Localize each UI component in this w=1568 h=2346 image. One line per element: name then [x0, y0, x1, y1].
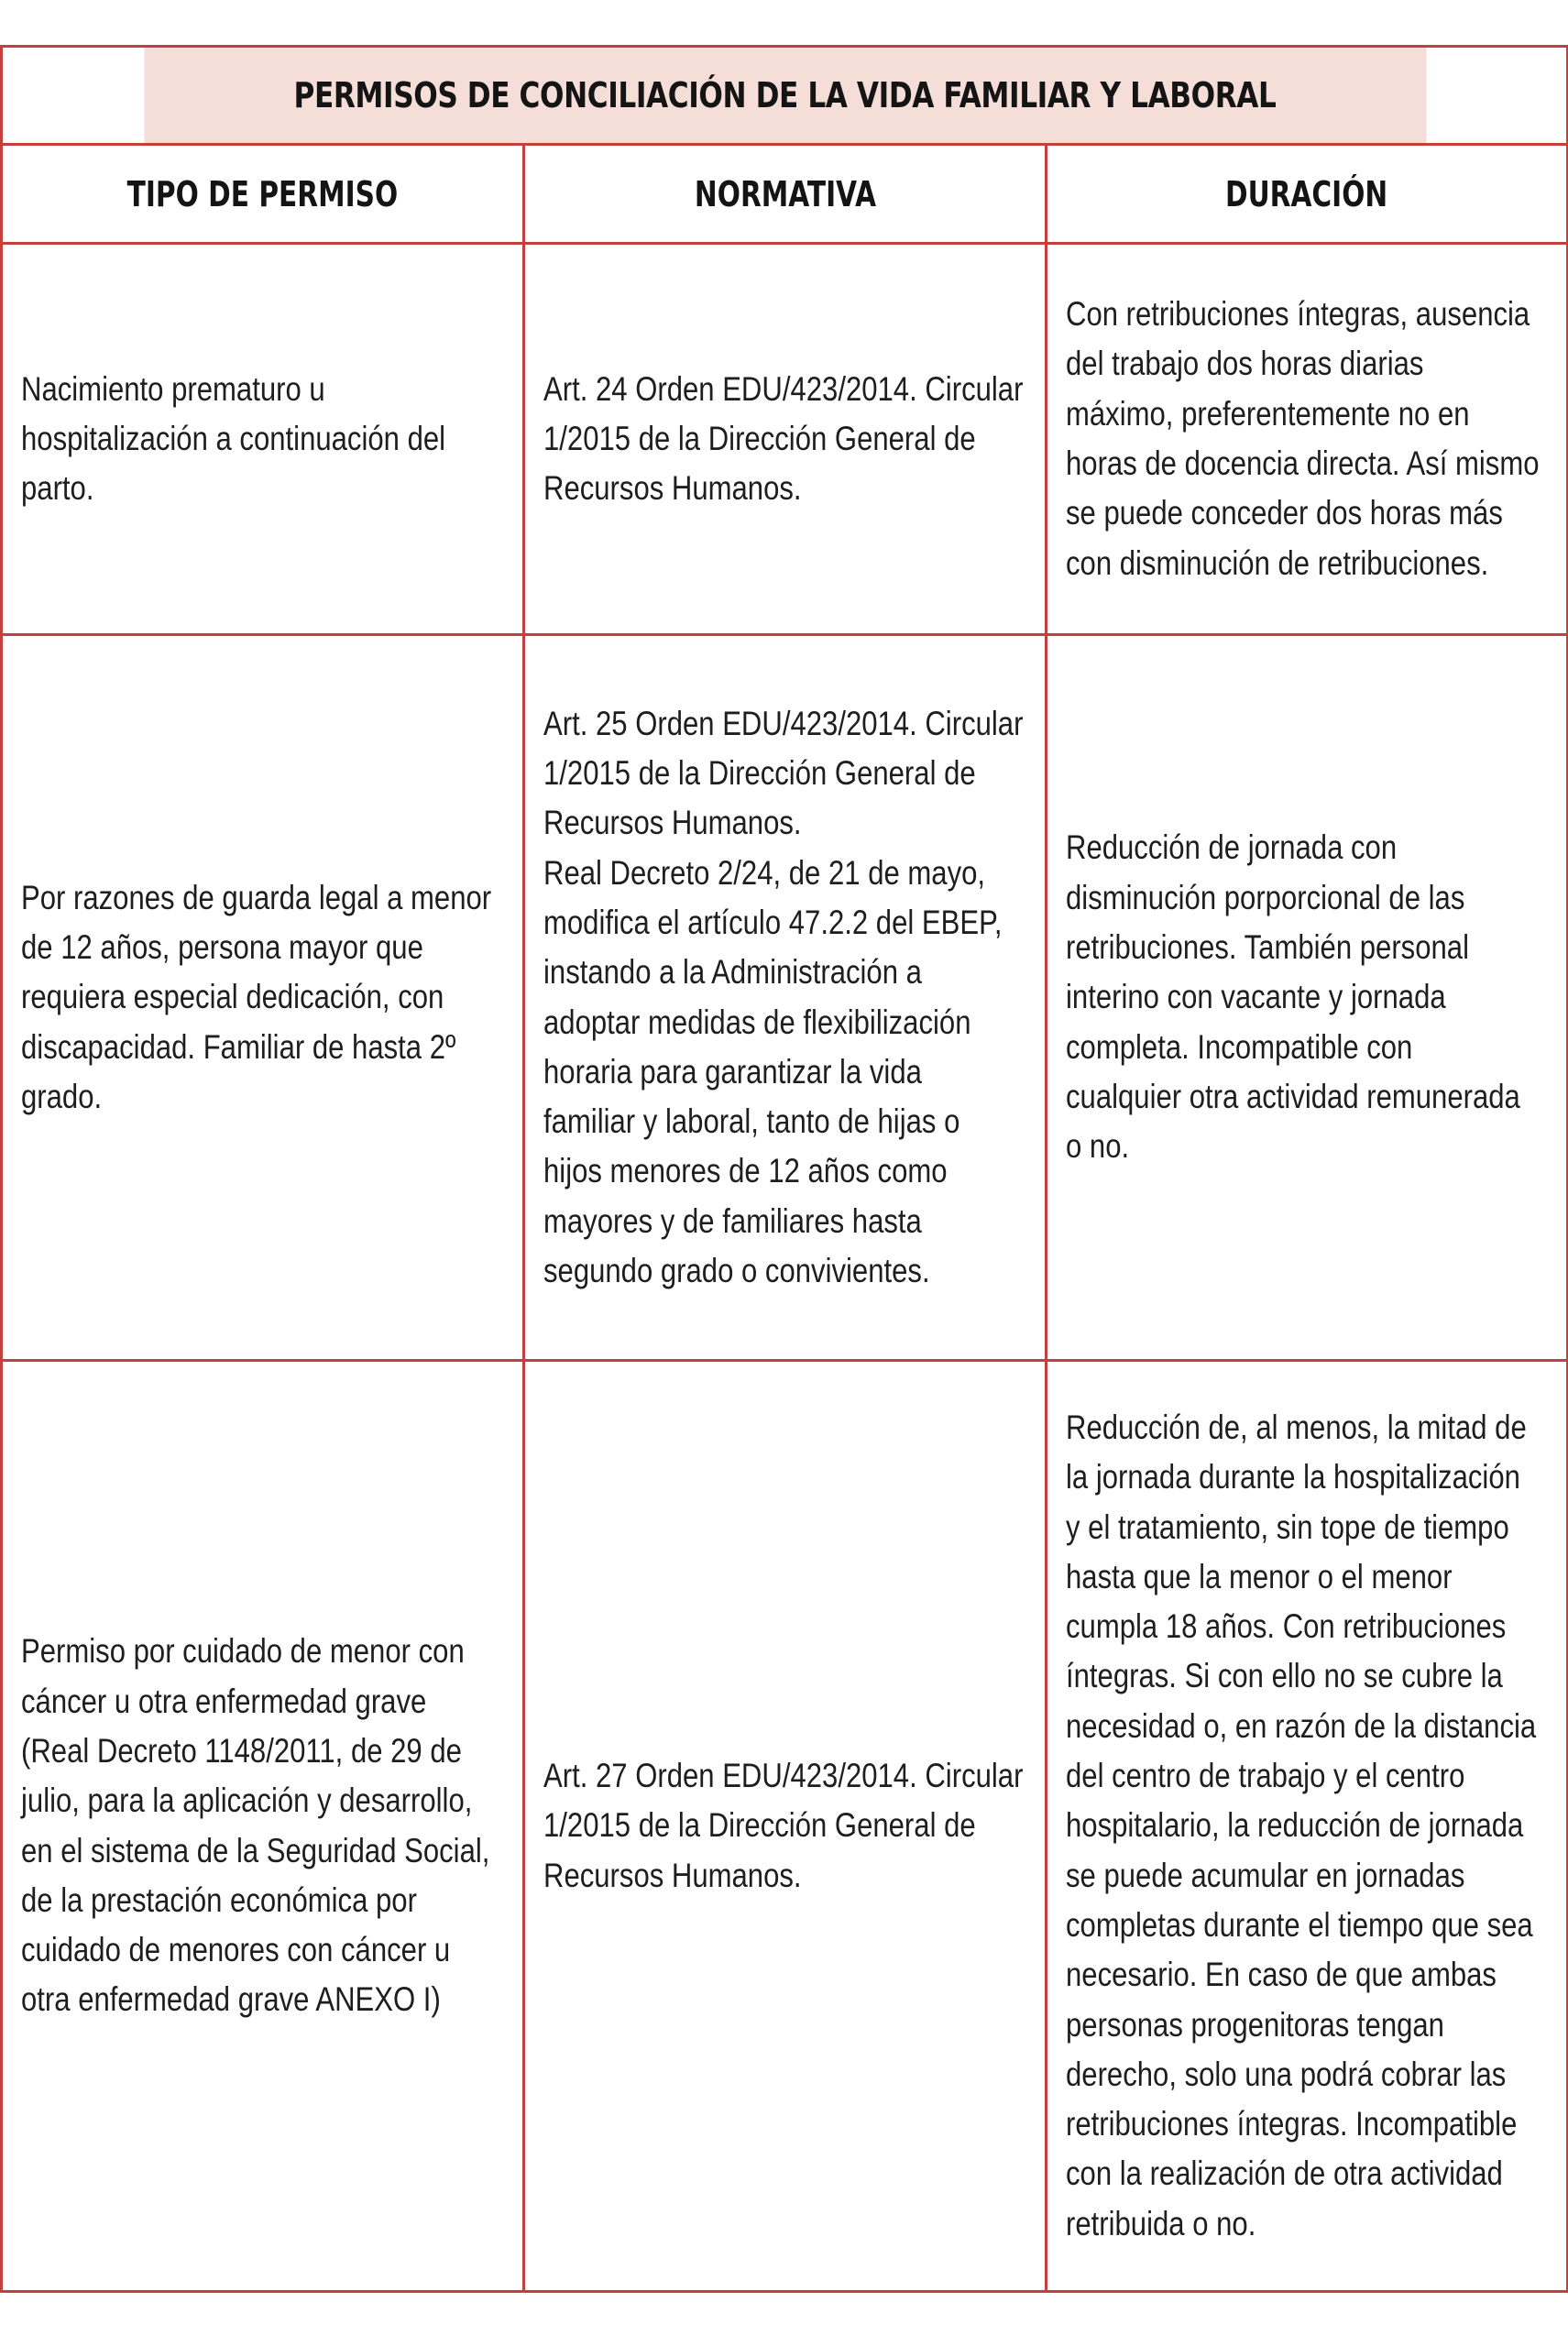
table-header-row: [2, 145, 1568, 244]
permisos-table: [0, 45, 1568, 2293]
table-row: [2, 1361, 1568, 2292]
header-tipo-de-permiso: TIPO DE PERMISO: [2, 145, 524, 244]
table-title-row: [2, 47, 1568, 145]
cell-tipo: Permiso por cuidado de menor con cáncer u otra enfermedad grave (Real Decreto 1148/2011, de 29 de julio, para la aplicación y desarrollo, en el sistema de la Seguridad Social, de la prestación económica por cuidado de menores con cáncer u otra enfermedad grave ANEXO I): [2, 1361, 524, 2292]
cell-duracion: Reducción de jornada con disminución porporcional de las retribuciones. También personal interino con vacante y jornada completa. Incompatible con cualquier otra actividad remunerada o no.: [1047, 635, 1568, 1361]
cell-tipo: Nacimiento prematuro u hospitalización a continuación del parto.: [2, 244, 524, 635]
header-duracion: DURACIÓN: [1047, 145, 1568, 244]
cell-normativa: Art. 24 Orden EDU/423/2014. Circular 1/2015 de la Dirección General de Recursos Humanos.: [524, 244, 1047, 635]
cell-tipo: Por razones de guarda legal a menor de 12 años, persona mayor que requiera especial dedicación, con discapacidad. Familiar de hasta 2º grado.: [2, 635, 524, 1361]
cell-duracion: Con retribuciones íntegras, ausencia del trabajo dos horas diarias máximo, preferentemente no en horas de docencia directa. Así mismo se puede conceder dos horas más con disminución de retribuciones.: [1047, 244, 1568, 635]
cell-duracion: Reducción de, al menos, la mitad de la jornada durante la hospitalización y el tratamiento, sin tope de tiempo hasta que la menor o el menor cumpla 18 años. Con retribuciones íntegras. Si con ello no se cubre la necesidad o, en razón de la distancia del centro de trabajo y el centro hospitalario, la reducción de jornada se puede acumular en jornadas completas durante el tiempo que sea necesario. En caso de que ambas personas progenitoras tengan derecho, solo una podrá cobrar las retribuciones íntegras. Incompatible con la realización de otra actividad retribuida o no.: [1047, 1361, 1568, 2292]
table-row: [2, 635, 1568, 1361]
cell-normativa: Art. 27 Orden EDU/423/2014. Circular 1/2015 de la Dirección General de Recursos Humanos.: [524, 1361, 1047, 2292]
table-row: [2, 244, 1568, 635]
cell-normativa: Art. 25 Orden EDU/423/2014. Circular 1/2015 de la Dirección General de Recursos Humanos. Real Decreto 2/24, de 21 de mayo, modifica el artículo 47.2.2 del EBEP, instando a la Administración a adoptar medidas de flexibilización horaria para garantizar la vida familiar y laboral, tanto de hijas o hijos menores de 12 años como mayores y de familiares hasta segundo grado o convivientes.: [524, 635, 1047, 1361]
table-title: PERMISOS DE CONCILIACIÓN DE LA VIDA FAMILIAR Y LABORAL: [142, 47, 1426, 145]
header-normativa: NORMATIVA: [524, 145, 1047, 244]
